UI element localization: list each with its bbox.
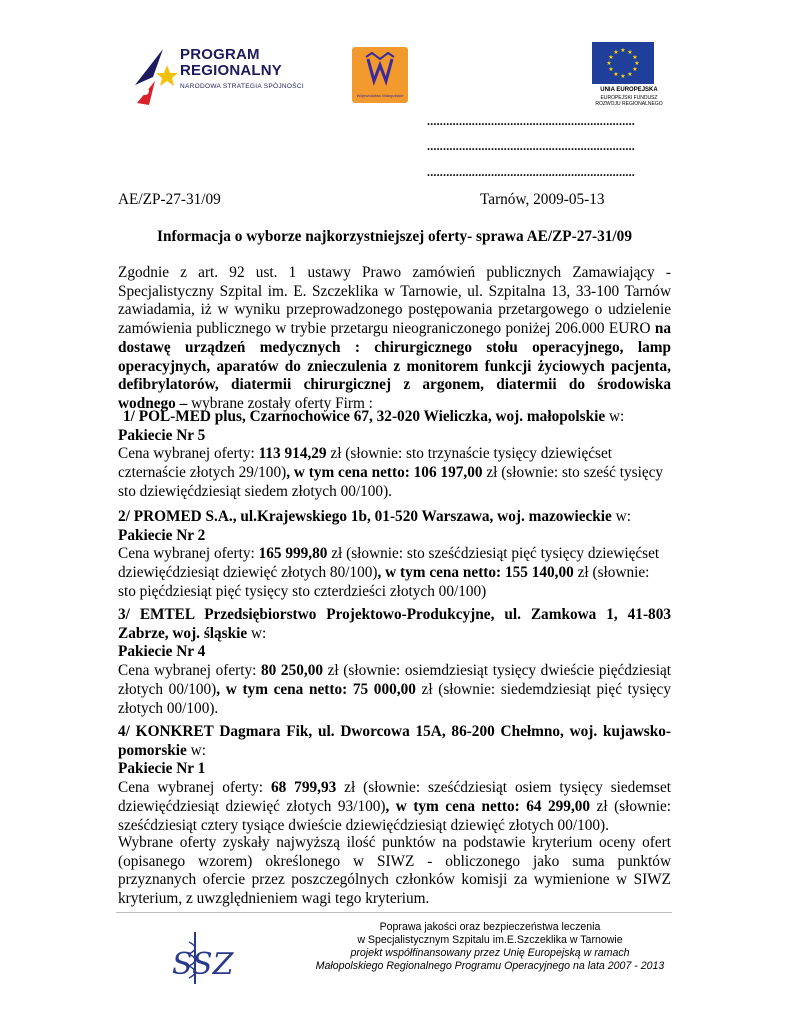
- net-label: , w tym cena netto:: [385, 797, 527, 815]
- svg-text:★: ★: [606, 60, 612, 67]
- svg-text:★: ★: [620, 73, 626, 80]
- svg-text:★: ★: [634, 60, 640, 67]
- svg-text:★: ★: [627, 71, 633, 78]
- svg-text:★: ★: [608, 54, 614, 61]
- offer-heading: [118, 723, 671, 760]
- net-words: zł (słownie: sto sześć tysięcy sto dziewięćdziesiąt siedem złotych 00/100).: [118, 464, 664, 500]
- reference-number: AE/ZP-27-31/09: [118, 191, 221, 208]
- footer-line1: Poprawa jakości oraz bezpieczeństwa leczenia: [379, 921, 601, 933]
- net-label: , w tym cena netto:: [216, 680, 353, 698]
- gross-words: zł (słownie: osiemdziesiąt tysięcy dwieście pięćdziesiąt złotych 00/100): [118, 662, 672, 698]
- eu-logo: [585, 42, 673, 110]
- hospital-caduceus-icon: [170, 928, 234, 988]
- offer-package: Pakiecie Nr 1: [118, 760, 206, 778]
- price-label: Cena wybranej oferty:: [118, 445, 259, 463]
- gross-words: zł (słownie: sto trzynaście tysięcy dziewięćset czternaście złotych 29/100): [118, 445, 613, 482]
- intro-text: Zgodnie z art. 92 ust. 1 ustawy Prawo zamówień publicznych Zamawiający - Specjalistyczny Szpital im. E. Szczeklika w Tarnowie, ul. Szpitalna 13, 33-100 Tarnów zawiadamia, iż w wyniku przeprowadzonego postępowania przetargowego o udzielenie zamówienia publicznego w trybie przetargu nieograniczonego poniżej 206.000 EURO: [118, 264, 671, 338]
- eu-flag-icon: [592, 42, 654, 84]
- net-words: zł (słownie: siedemdziesiąt pięć tysięcy złotych 00/100).: [118, 680, 671, 717]
- svg-text:★: ★: [627, 49, 633, 56]
- gross-price: 113 914,29: [258, 445, 327, 463]
- intro-bold-subject: na dostawę urządzeń medycznych : chirurgicznego stołu operacyjnego, lamp operacyjnych, aparatów do znieczulenia z monitorem funkcji życiowych pacjenta, defibrylatorów, diatermii chirurgicznej z argonem, diatermii do środowiska wodnego –: [118, 320, 671, 412]
- gross-words: zł (słownie: sześćdziesiąt osiem tysięcy siedemset dziewięćdziesiąt dziewięć złotych 93/100): [118, 779, 672, 815]
- offer-heading: [118, 508, 671, 527]
- address-line-2: .................................................................: [427, 139, 635, 153]
- offer-price: [118, 662, 671, 718]
- program-logo-line3: NARODOWA STRATEGIA SPÓJNOŚCI: [180, 83, 304, 90]
- net-price: 75 000,00: [352, 680, 416, 698]
- offer-4: [118, 723, 671, 835]
- net-words: zł (słownie: sześćdziesiąt cztery tysiące dwieście dziewięćdziesiąt dziewięć złotych 00/100).: [118, 797, 671, 834]
- hospital-logo: [170, 928, 234, 988]
- price-label: Cena wybranej oferty:: [118, 662, 261, 680]
- program-logo-line2: REGIONALNY: [180, 62, 283, 79]
- malopolska-crest-icon: [352, 51, 408, 91]
- address-line-1: .................................................................: [427, 114, 635, 128]
- eu-logo-line2: EUROPEJSKI FUNDUSZ: [600, 95, 658, 101]
- offer-w: w:: [605, 408, 625, 425]
- program-regionalny-emblem-icon: [133, 47, 179, 107]
- offer-price: [118, 779, 671, 835]
- price-label: Cena wybranej oferty:: [118, 545, 259, 563]
- program-logo-line1: PROGRAM: [180, 46, 260, 63]
- malopolska-logo-text: Województwo Małopolskie: [356, 93, 404, 98]
- offer-price: [118, 445, 671, 501]
- program-regionalny-logo: [133, 47, 333, 107]
- offer-heading: [118, 408, 671, 427]
- place-date: Tarnów, 2009-05-13: [480, 191, 605, 208]
- net-price: 106 197,00: [413, 464, 483, 482]
- gross-words: zł (słownie: sto sześćdziesiąt pięć tysięcy dziewięćset dziewięćdziesiąt dziewięć złotych 80/100): [118, 545, 660, 582]
- svg-text:★: ★: [613, 71, 619, 78]
- offer-package: Pakiecie Nr 4: [118, 643, 206, 661]
- net-label: , w tym cena netto:: [286, 464, 414, 482]
- offer-package: Pakiecie Nr 5: [118, 426, 206, 444]
- offer-w: w:: [611, 508, 631, 525]
- svg-text:★: ★: [608, 66, 614, 73]
- offer-company: 3/ EMTEL Przedsiębiorstwo Projektowo-Produkcyjne, ul. Zamkowa 1, 41-803 Zabrze, woj. śląskie: [118, 606, 671, 642]
- gross-price: 80 250,00: [261, 662, 323, 680]
- address-line-3: .................................................................: [427, 165, 635, 179]
- eu-logo-line1: UNIA EUROPEJSKA: [600, 87, 658, 93]
- offer-3: [118, 606, 671, 718]
- net-price: 64 299,00: [526, 797, 591, 815]
- price-label: Cena wybranej oferty:: [118, 779, 271, 797]
- offer-w: w:: [247, 624, 267, 642]
- svg-text:★: ★: [632, 54, 638, 61]
- offer-heading: [118, 606, 671, 643]
- offer-price: [118, 545, 671, 601]
- net-words: zł (słownie: sto pięćdziesiąt pięć tysięcy sto czterdzieści złotych 00/100): [118, 564, 650, 600]
- net-price: 155 140,00: [504, 564, 574, 582]
- footer-line2: w Specjalistycznym Szpitalu im.E.Szczeklika w Tarnowie: [357, 934, 623, 946]
- offer-company: 2/ PROMED S.A., ul.Krajewskiego 1b, 01-520 Warszawa, woj. mazowieckie: [118, 508, 612, 525]
- offer-company: 4/ KONKRET Dagmara Fik, ul. Dworcowa 15A, 86-200 Chełmno, woj. kujawsko-pomorskie: [118, 723, 671, 759]
- offer-2: [118, 508, 671, 602]
- eu-logo-line3: ROZWOJU REGIONALNEGO: [595, 101, 663, 107]
- malopolska-logo: [352, 47, 408, 103]
- footer-line4: Małopolskiego Regionalnego Programu Operacyjnego na lata 2007 - 2013: [315, 960, 665, 972]
- net-label: , w tym cena netto:: [377, 564, 505, 582]
- offer-w: w:: [186, 741, 206, 759]
- footer-divider: [116, 912, 672, 913]
- gross-price: 68 799,93: [270, 779, 337, 797]
- footer-text: [290, 921, 690, 973]
- footer-line3: projekt współfinansowany przez Unię Europejską w ramach: [350, 947, 630, 959]
- intro-paragraph: [118, 264, 671, 414]
- document-title: Informacja o wyborze najkorzystniejszej oferty- sprawa AE/ZP-27-31/09: [157, 228, 632, 245]
- svg-text:★: ★: [613, 49, 619, 56]
- eu-logo-lines: [585, 95, 673, 107]
- svg-text:★: ★: [632, 66, 638, 73]
- svg-text:★: ★: [620, 47, 626, 54]
- conclusion-paragraph: Wybrane oferty zyskały najwyższą ilość punktów na podstawie kryterium oceny ofert (opisanego wzorem) określonego w SIWZ - obliczonego jako suma punktów przyznanych ofercie przez poszczególnych członków komisji za wymienione w SIWZ kryterium, z uwzględnieniem wagi tego kryterium.: [118, 834, 671, 908]
- offer-1: [118, 408, 671, 502]
- offer-company: 1/ POL-MED plus, Czarnochowice 67, 32-020 Wieliczka, woj. małopolskie: [123, 408, 606, 425]
- offer-package: Pakiecie Nr 2: [118, 526, 206, 544]
- gross-price: 165 999,80: [258, 545, 328, 563]
- hospital-logo-text: SSZ: [172, 947, 234, 982]
- intro-text-end: wybrane zostały oferty Firm :: [191, 394, 373, 412]
